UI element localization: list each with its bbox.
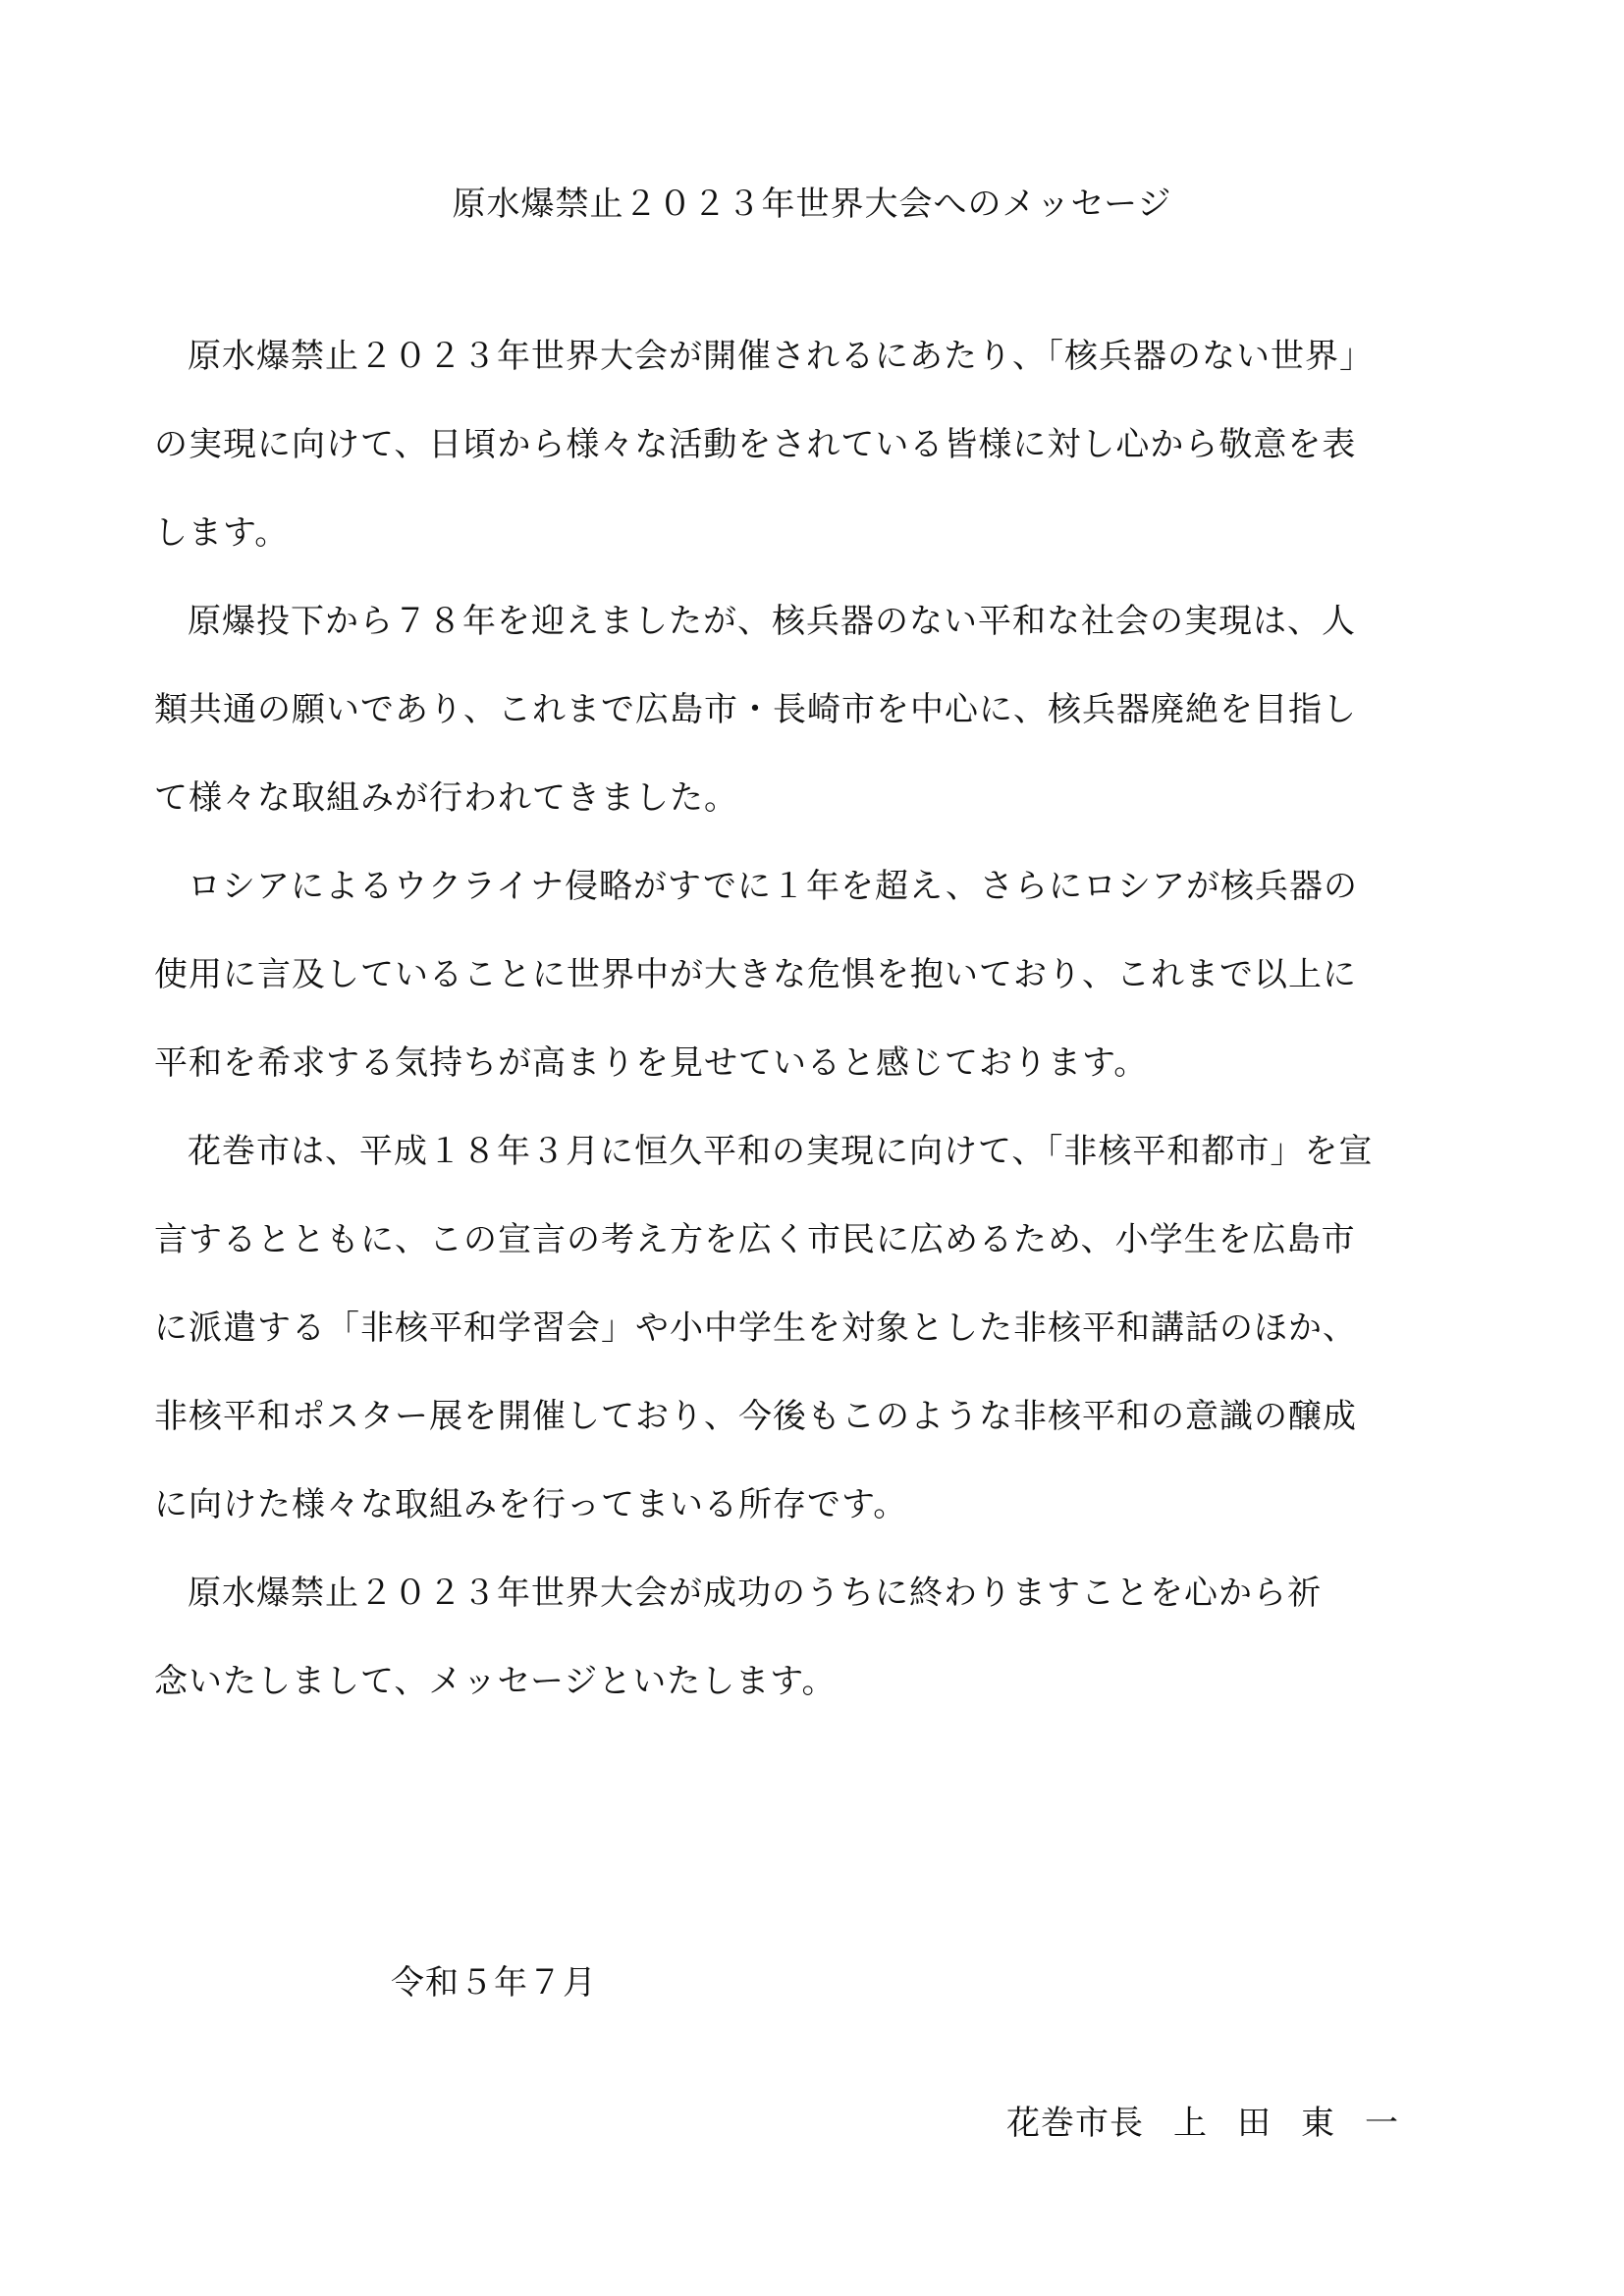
message-body (154, 312, 1480, 1726)
paragraph-line: します。 (154, 513, 290, 553)
message-date: 令和５年７月 (391, 1963, 597, 2002)
paragraph-1 (154, 312, 1480, 577)
paragraph-line: 言するとともに、この宣言の考え方を広く市民に広めるため、小学生を広島市 (154, 1220, 1356, 1259)
paragraph-line: に向けた様々な取組みを行ってまいる所存です。 (154, 1485, 908, 1524)
paragraph-line: 花巻市は、平成１８年３月に恒久平和の実現に向けて、「非核平和都市」を宣 (188, 1132, 1374, 1171)
signature-name: 上田東一 (1173, 2104, 1429, 2143)
document-title: 原水爆禁止２０２３年世界大会へのメッセージ (452, 185, 1172, 224)
paragraph-line: 非核平和ポスター展を開催しており、今後もこのような非核平和の意識の醸成 (154, 1397, 1357, 1436)
paragraph-line: 原爆投下から７８年を迎えましたが、核兵器のない平和な社会の実現は、人 (188, 602, 1356, 641)
paragraph-line: て様々な取組みが行われてきました。 (154, 778, 738, 818)
paragraph-line: 念いたしまして、メッセージといたします。 (154, 1662, 837, 1701)
paragraph-line: 使用に言及していることに世界中が大きな危惧を抱いており、これまで以上に (154, 955, 1357, 994)
signature-block (1006, 2104, 1429, 2143)
paragraph-4 (154, 1107, 1480, 1549)
paragraph-line: 類共通の願いであり、これまで広島市・長崎市を中心に、核兵器廃絶を目指し (154, 690, 1357, 729)
paragraph-line: 原水爆禁止２０２３年世界大会が成功のうちに終わりますことを心から祈 (188, 1574, 1322, 1613)
paragraph-line: ロシアによるウクライナ侵略がすでに１年を超え、さらにロシアが核兵器の (188, 867, 1359, 906)
signature-title: 花巻市長 (1006, 2104, 1144, 2143)
paragraph-line: に派遣する「非核平和学習会」や小中学生を対象とした非核平和講話のほか、 (154, 1308, 1357, 1348)
paragraph-3 (154, 842, 1480, 1107)
paragraph-5 (154, 1549, 1480, 1726)
paragraph-line: 原水爆禁止２０２３年世界大会が開催されるにあたり、「核兵器のない世界」 (188, 337, 1374, 376)
paragraph-line: 平和を希求する気持ちが高まりを見せていると感じております。 (154, 1043, 1149, 1083)
paragraph-2 (154, 577, 1480, 842)
paragraph-line: の実現に向けて、日頃から様々な活動をされている皆様に対し心から敬意を表 (154, 425, 1357, 464)
